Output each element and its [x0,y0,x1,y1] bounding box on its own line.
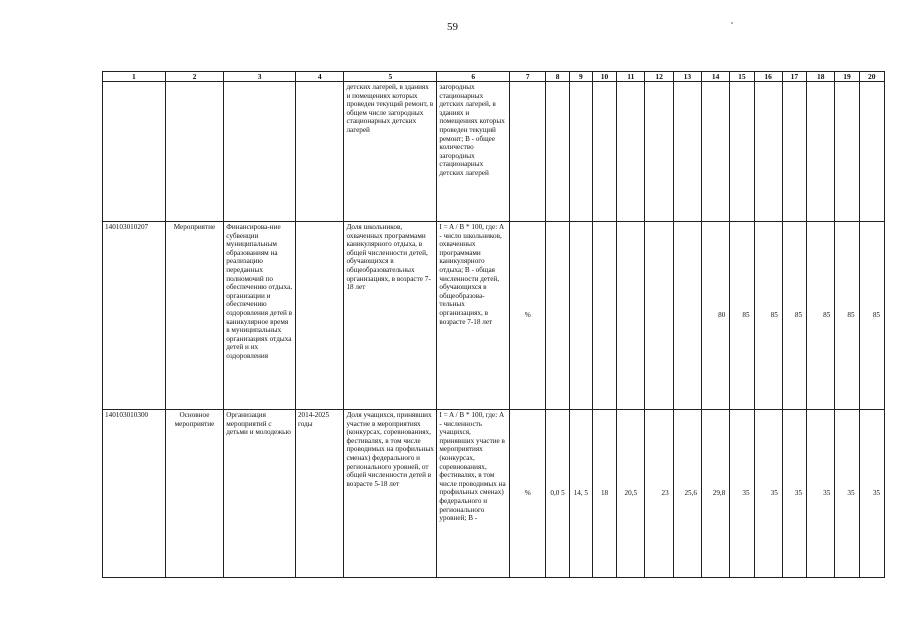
calculation-formula: загородных стационарных детских лагерей, в зданиях и помещениях которых проведен текущий ремонт; В - общее количество загородных стационарных детских лагерей [437,82,510,222]
indicator-table [102,71,885,578]
indicator-value: 0,0 5 [546,410,569,578]
indicator-value [569,222,592,410]
column-number: 16 [754,72,782,82]
calculation-formula: I = A / B * 100, где: А - численность учащихся, принявших участие в мероприятиях (конкурсах, соревнованиях, фестивалях, в том числе проводимых на профильных сменах) федерального и регионального уровней; В - [437,410,510,578]
measure-type: Основное мероприятие [165,410,224,578]
indicator-value: 85 [835,222,859,410]
implementation-period: 2014-2025 годы [295,410,343,578]
header-row [103,72,885,82]
measure-code: 140103010300 [103,410,166,578]
measure-code [103,82,166,222]
column-number: 2 [165,72,224,82]
indicator-value [617,82,645,222]
column-number: 3 [224,72,296,82]
page-number: 59 [447,21,458,33]
column-number: 9 [569,72,592,82]
column-number: 4 [295,72,343,82]
indicator-value [754,82,782,222]
indicator-value [835,82,859,222]
indicator-value: 35 [835,410,859,578]
table-row [103,410,885,578]
indicator-value: 29,8 [702,410,730,578]
indicator-value [859,82,884,222]
indicator-value: 14, 5 [569,410,592,578]
indicator-value: 35 [730,410,754,578]
table-row [103,82,885,222]
indicator-value [807,82,835,222]
indicator-value: 85 [807,222,835,410]
indicator-value: 80 [702,222,730,410]
indicator-value [645,222,673,410]
indicator-value: 85 [859,222,884,410]
indicator-value: 35 [807,410,835,578]
indicator-value [569,82,592,222]
indicator-value [592,82,616,222]
indicator-value [592,222,616,410]
indicator-name: детских лагерей, в зданиях и помещениях которых проведен текущий ремонт, в общем числе загородных стационарных детских лагерей [344,82,437,222]
column-number: 19 [835,72,859,82]
indicator-value: 85 [730,222,754,410]
unit-of-measure: % [510,410,546,578]
column-number: 13 [673,72,701,82]
column-number: 18 [807,72,835,82]
indicator-value: 20,5 [617,410,645,578]
indicator-value: 23 [645,410,673,578]
measure-type [165,82,224,222]
column-number: 20 [859,72,884,82]
implementation-period [295,222,343,410]
indicator-value [617,222,645,410]
measure-type: Мероприятие [165,222,224,410]
measure-code: 140103010207 [103,222,166,410]
column-number: 12 [645,72,673,82]
column-number: 5 [344,72,437,82]
column-number: 8 [546,72,569,82]
indicator-value [546,222,569,410]
column-number: 15 [730,72,754,82]
indicator-value [673,222,701,410]
indicator-value: 35 [754,410,782,578]
unit-of-measure: % [510,222,546,410]
indicator-value [782,82,806,222]
unit-of-measure [510,82,546,222]
indicator-value [702,82,730,222]
scan-speck [731,22,733,24]
table-row [103,222,885,410]
column-number: 11 [617,72,645,82]
indicator-name: Доля школьников, охваченных программами каникулярного отдыха, в общей численности детей, обучающихся в общеобразовательных организациях, в возрасте 7-18 лет [344,222,437,410]
indicator-value [673,82,701,222]
measure-name: Организация мероприятий с детьми и молодежью [224,410,296,578]
indicator-value: 85 [754,222,782,410]
indicator-name: Доля учащихся, принявших участие в мероприятиях (конкурсах, соревнованиях, фестивалях, в том числе проводимых на профильных сменах) федерального и регионального уровней, от общей численности детей в возрасте 5-18 лет [344,410,437,578]
column-number: 17 [782,72,806,82]
measure-name: Финансирова-ние субвенции муниципальным образованиям на реализацию переданных полномочий по обеспечению отдыха, организации и обеспечению оздоровления детей в каникулярное время в муниципальных организациях отдыха детей и их оздоровления [224,222,296,410]
column-number: 7 [510,72,546,82]
indicator-value: 25,6 [673,410,701,578]
indicator-value: 18 [592,410,616,578]
indicator-value: 85 [782,222,806,410]
indicator-value: 35 [782,410,806,578]
indicator-value [645,82,673,222]
column-number: 10 [592,72,616,82]
column-number: 1 [103,72,166,82]
measure-name [224,82,296,222]
indicator-value [546,82,569,222]
indicator-value [730,82,754,222]
column-number: 14 [702,72,730,82]
calculation-formula: I = A / B * 100, где: А - число школьников, охваченных программами каникулярного отдыха; В - общая численности детей, обучающихся в общеобразова-тельных организациях, в возрасте 7-18 лет [437,222,510,410]
indicator-value: 35 [859,410,884,578]
column-number: 6 [437,72,510,82]
implementation-period [295,82,343,222]
